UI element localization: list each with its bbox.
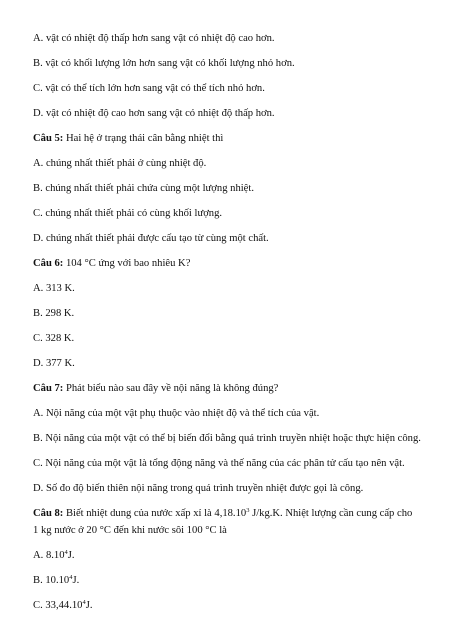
- q5-text: Hai hệ ở trạng thái cân bằng nhiệt thì: [63, 133, 224, 144]
- q8-text-post: J/kg.K. Nhiệt lượng cần cung cấp cho: [249, 508, 413, 519]
- q7-text: Phát biểu nào sau đây về nội năng là không đúng?: [63, 383, 279, 394]
- q6-option-c: C. 328 K.: [33, 333, 75, 344]
- q8-question-line2: 1 kg nước ở 20 °C đến khi nước sôi 100 °C là: [33, 525, 227, 536]
- q8-option-a-pre: A. 8.10: [33, 550, 65, 561]
- q6-option-a: A. 313 K.: [33, 283, 75, 294]
- q7-option-a: A. Nội năng của một vật phụ thuộc vào nhiệt độ và thể tích của vật.: [33, 408, 320, 419]
- q5-option-b: B. chúng nhất thiết phải chứa cùng một lượng nhiệt.: [33, 183, 254, 194]
- q8-label: Câu 8:: [33, 508, 64, 519]
- q8-option-c-sup: 4: [82, 599, 86, 606]
- q7-question: [33, 382, 278, 395]
- q6-option-d: D. 377 K.: [33, 358, 75, 369]
- q8-option-a-sup: 4: [64, 549, 68, 556]
- q6-question: [33, 257, 190, 270]
- q4-option-d: D. vật có nhiệt độ cao hơn sang vật có nhiệt độ thấp hơn.: [33, 108, 275, 119]
- q7-option-b: B. Nội năng của một vật có thể bị biến đổi bằng quá trình truyền nhiệt hoặc thực hiện công.: [33, 433, 421, 444]
- q5-option-c: C. chúng nhất thiết phải có cùng khối lượng.: [33, 208, 223, 219]
- q8-question: [33, 507, 412, 520]
- q8-option-a-post: J.: [67, 550, 75, 561]
- q8-text-sup: 3: [246, 507, 250, 514]
- q5-label: Câu 5:: [33, 133, 64, 144]
- q8-option-a: [33, 549, 75, 562]
- q4-option-c: C. vật có thể tích lớn hơn sang vật có thể tích nhỏ hơn.: [33, 83, 265, 94]
- q8-text-pre: Biết nhiệt dung của nước xấp xỉ là 4,18.10: [63, 508, 247, 519]
- q8-option-c-pre: C. 33,44.10: [33, 600, 83, 611]
- q5-option-d: D. chúng nhất thiết phải được cấu tạo từ cùng một chất.: [33, 233, 269, 244]
- q4-option-a: A. vật có nhiệt độ thấp hơn sang vật có nhiệt độ cao hơn.: [33, 33, 275, 44]
- q8-option-b-sup: 4: [69, 574, 73, 581]
- q8-option-c: [33, 599, 92, 612]
- q8-option-b: [33, 574, 79, 587]
- q6-option-b: B. 298 K.: [33, 308, 75, 319]
- q5-question: [33, 132, 223, 145]
- q5-option-a: A. chúng nhất thiết phải ở cùng nhiệt độ.: [33, 158, 207, 169]
- q4-option-b: B. vật có khối lượng lớn hơn sang vật có khối lượng nhỏ hơn.: [33, 58, 295, 69]
- q6-text: 104 °C ứng với bao nhiêu K?: [63, 258, 191, 269]
- q8-option-c-post: J.: [85, 600, 93, 611]
- q8-option-b-pre: B. 10.10: [33, 575, 70, 586]
- q6-label: Câu 6:: [33, 258, 64, 269]
- q7-option-c: C. Nội năng của một vật là tổng động năng và thế năng của các phân tử cấu tạo nên vật.: [33, 458, 405, 469]
- q8-option-b-post: J.: [72, 575, 80, 586]
- q7-option-d: D. Số đo độ biến thiên nội năng trong quá trình truyền nhiệt được gọi là công.: [33, 483, 364, 494]
- q7-label: Câu 7:: [33, 383, 64, 394]
